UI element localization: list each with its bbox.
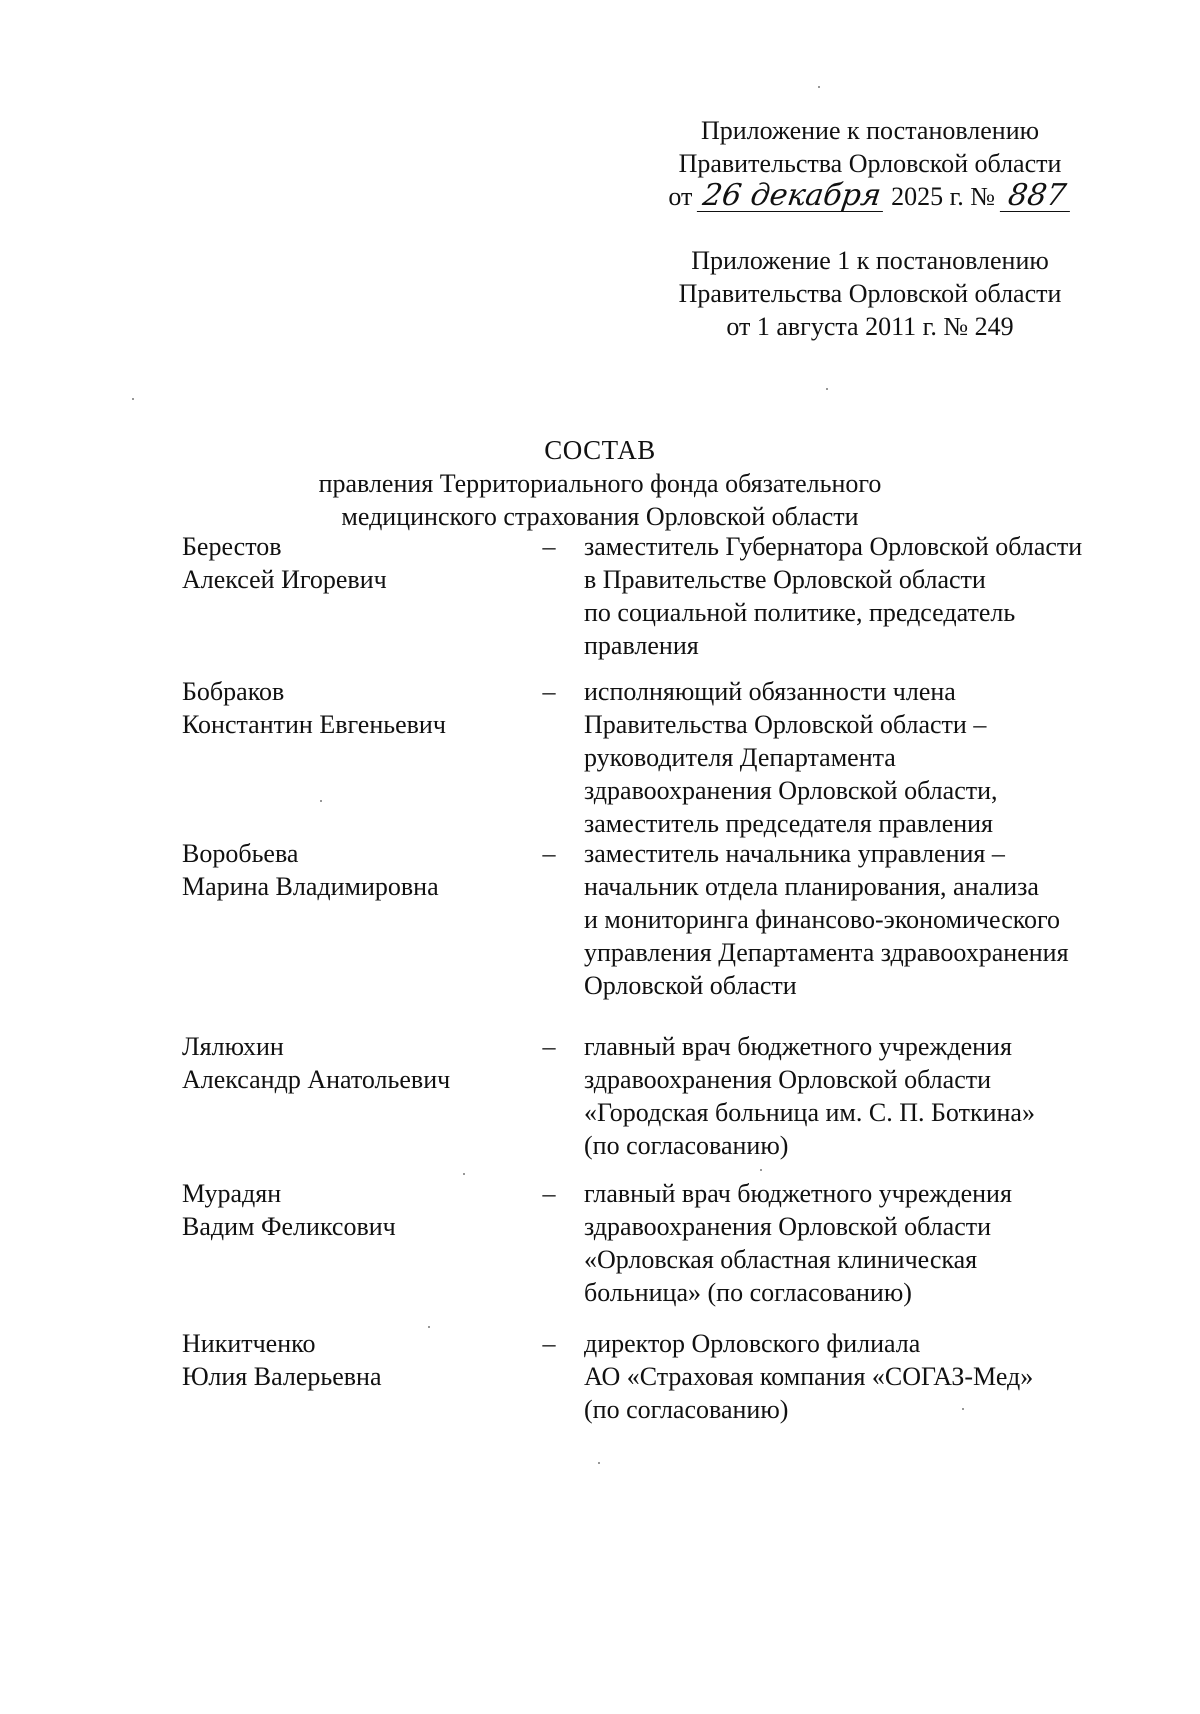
member-role-line: исполняющий обязанности члена — [584, 677, 956, 706]
member-role — [584, 1030, 1124, 1162]
annex-line: от 1 августа 2011 г. № 249 — [726, 312, 1014, 341]
member-role-line: и мониторинга финансово-экономического — [584, 905, 1061, 934]
member-surname: Воробьева — [182, 839, 299, 868]
annex-reference-original — [640, 244, 1100, 343]
member-given-names: Александр Анатольевич — [182, 1065, 451, 1094]
member-name — [182, 1177, 512, 1243]
annex-line: Приложение 1 к постановлению — [691, 246, 1049, 275]
scan-speck — [463, 1173, 465, 1175]
title-heading: СОСТАВ — [544, 435, 656, 465]
scan-speck — [826, 388, 828, 390]
member-given-names: Вадим Феликсович — [182, 1212, 396, 1241]
member-name — [182, 530, 512, 596]
member-role-line: управления Департамента здравоохранения — [584, 938, 1069, 967]
member-role-line: здравоохранения Орловской области, — [584, 776, 998, 805]
member-role — [584, 837, 1124, 1002]
scan-speck — [962, 1408, 964, 1410]
member-role-line: заместитель начальника управления – — [584, 839, 1005, 868]
member-dash: – — [542, 1179, 556, 1208]
handwritten-date: 26 декабря — [697, 181, 887, 212]
document-title — [0, 434, 1200, 533]
scan-speck — [598, 1462, 600, 1464]
member-dash: – — [542, 839, 556, 868]
member-role — [584, 675, 1124, 840]
member-role-line: правления — [584, 631, 699, 660]
member-role-line: директор Орловского филиала — [584, 1329, 921, 1358]
member-name — [182, 1030, 512, 1096]
member-dash: – — [542, 532, 556, 561]
member-role-line: в Правительстве Орловской области — [584, 565, 986, 594]
member-surname: Бобраков — [182, 677, 285, 706]
member-role-line: по социальной политике, председатель — [584, 598, 1016, 627]
title-line: правления Территориального фонда обязательного — [318, 469, 882, 498]
member-surname: Мурадян — [182, 1179, 282, 1208]
member-dash: – — [542, 1329, 556, 1358]
annex-date-line — [640, 180, 1100, 213]
member-role-line: Орловской области — [584, 971, 797, 1000]
annex-date-prefix: от — [668, 182, 693, 211]
scan-speck — [320, 800, 322, 802]
member-surname: Берестов — [182, 532, 282, 561]
annex-line: Правительства Орловской области — [678, 149, 1062, 178]
member-surname: Никитченко — [182, 1329, 316, 1358]
member-surname: Лялюхин — [182, 1032, 284, 1061]
member-role-line: АО «Страховая компания «СОГАЗ-Мед» — [584, 1362, 1034, 1391]
annex-reference-current — [640, 114, 1100, 213]
member-role-line: главный врач бюджетного учреждения — [584, 1032, 1012, 1061]
annex-year: 2025 г. № — [891, 182, 996, 211]
member-role-line: «Орловская областная клиническая — [584, 1245, 978, 1274]
annex-line: Правительства Орловской области — [678, 279, 1062, 308]
member-dash: – — [542, 677, 556, 706]
member-role-line: здравоохранения Орловской области — [584, 1212, 992, 1241]
scan-speck — [760, 1169, 762, 1171]
member-role-line: (по согласованию) — [584, 1395, 789, 1424]
member-role — [584, 530, 1124, 662]
handwritten-number: 887 — [999, 181, 1073, 212]
member-role-line: начальник отдела планирования, анализа — [584, 872, 1039, 901]
member-dash: – — [542, 1032, 556, 1061]
member-given-names: Юлия Валерьевна — [182, 1362, 382, 1391]
member-role-line: главный врач бюджетного учреждения — [584, 1179, 1012, 1208]
member-role — [584, 1327, 1124, 1426]
member-role-line: руководителя Департамента — [584, 743, 896, 772]
member-name — [182, 1327, 512, 1393]
scan-speck — [428, 1326, 430, 1328]
member-given-names: Константин Евгеньевич — [182, 710, 446, 739]
member-role-line: Правительства Орловской области – — [584, 710, 987, 739]
member-name — [182, 837, 512, 903]
member-role-line: (по согласованию) — [584, 1131, 789, 1160]
member-given-names: Марина Владимировна — [182, 872, 439, 901]
scan-speck — [818, 86, 820, 88]
member-name — [182, 675, 512, 741]
member-role-line: заместитель Губернатора Орловской области — [584, 532, 1083, 561]
member-role-line: «Городская больница им. С. П. Боткина» — [584, 1098, 1035, 1127]
annex-line: Приложение к постановлению — [700, 116, 1040, 145]
member-role-line: больница» (по согласованию) — [584, 1278, 912, 1307]
member-role-line: заместитель председателя правления — [584, 809, 994, 838]
member-role-line: здравоохранения Орловской области — [584, 1065, 992, 1094]
scan-speck — [132, 398, 134, 400]
member-role — [584, 1177, 1124, 1309]
title-line: медицинского страхования Орловской области — [341, 502, 859, 531]
member-given-names: Алексей Игоревич — [182, 565, 387, 594]
